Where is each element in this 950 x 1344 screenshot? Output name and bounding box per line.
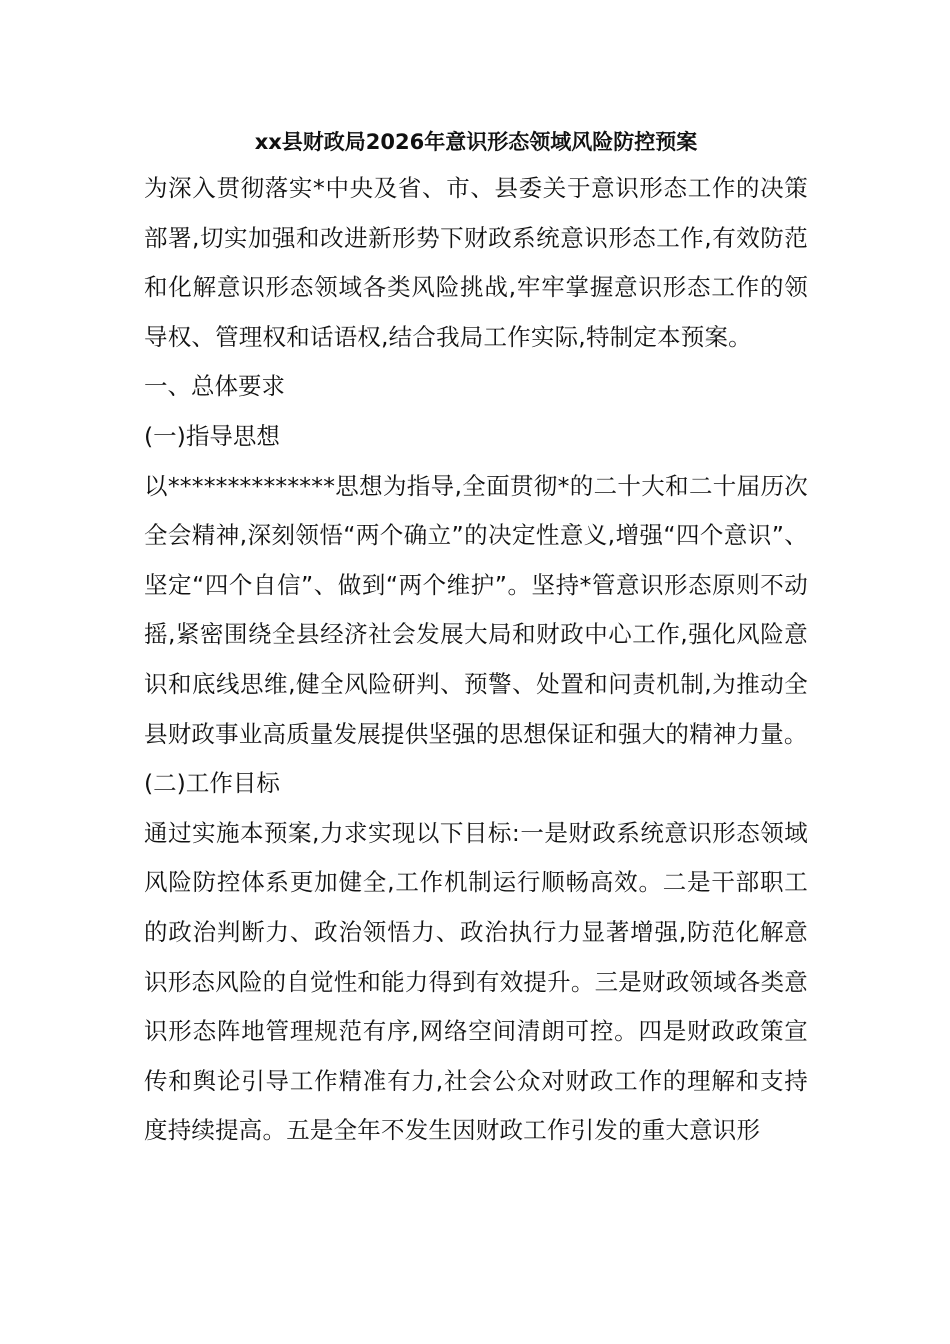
subsection-heading-guiding-ideology: (一)指导思想 bbox=[144, 421, 280, 450]
document-body bbox=[144, 120, 808, 1156]
intro-paragraph: 为深入贯彻落实*中央及省、市、县委关于意识形态工作的决策部署,切实加强和改进新形势下财政系统意识形态工作,有效防范和化解意识形态领域各类风险挑战,牢牢掌握意识形态工作的领导权、管理权和话语权,结合我局工作实际,特制定本预案。 bbox=[144, 174, 808, 351]
guiding-ideology-paragraph: 以**************思想为指导,全面贯彻*的二十大和二十届历次全会精神,深刻领悟“两个确立”的决定性意义,增强“四个意识”、坚定“四个自信”、做到“两个维护”。坚持*管意识形态原则不动摇,紧密围绕全县经济社会发展大局和财政中心工作,强化风险意识和底线思维,健全风险研判、预警、处置和问责机制,为推动全县财政事业高质量发展提供坚强的思想保证和强大的精神力量。 bbox=[144, 471, 808, 748]
document-title: xx县财政局2026年意识形态领域风险防控预案 bbox=[254, 130, 698, 154]
subsection-heading-work-goals: (二)工作目标 bbox=[144, 769, 280, 798]
section-heading-general-requirements: 一、总体要求 bbox=[144, 372, 285, 401]
work-goals-paragraph: 通过实施本预案,力求实现以下目标:一是财政系统意识形态领域风险防控体系更加健全,工作机制运行顺畅高效。二是干部职工的政治判断力、政治领悟力、政治执行力显著增强,防范化解意识形态风险的自觉性和能力得到有效提升。三是财政领域各类意识形态阵地管理规范有序,网络空间清朗可控。四是财政政策宣传和舆论引导工作精准有力,社会公众对财政工作的理解和支持度持续提高。五是全年不发生因财政工作引发的重大意识形 bbox=[144, 818, 808, 1145]
